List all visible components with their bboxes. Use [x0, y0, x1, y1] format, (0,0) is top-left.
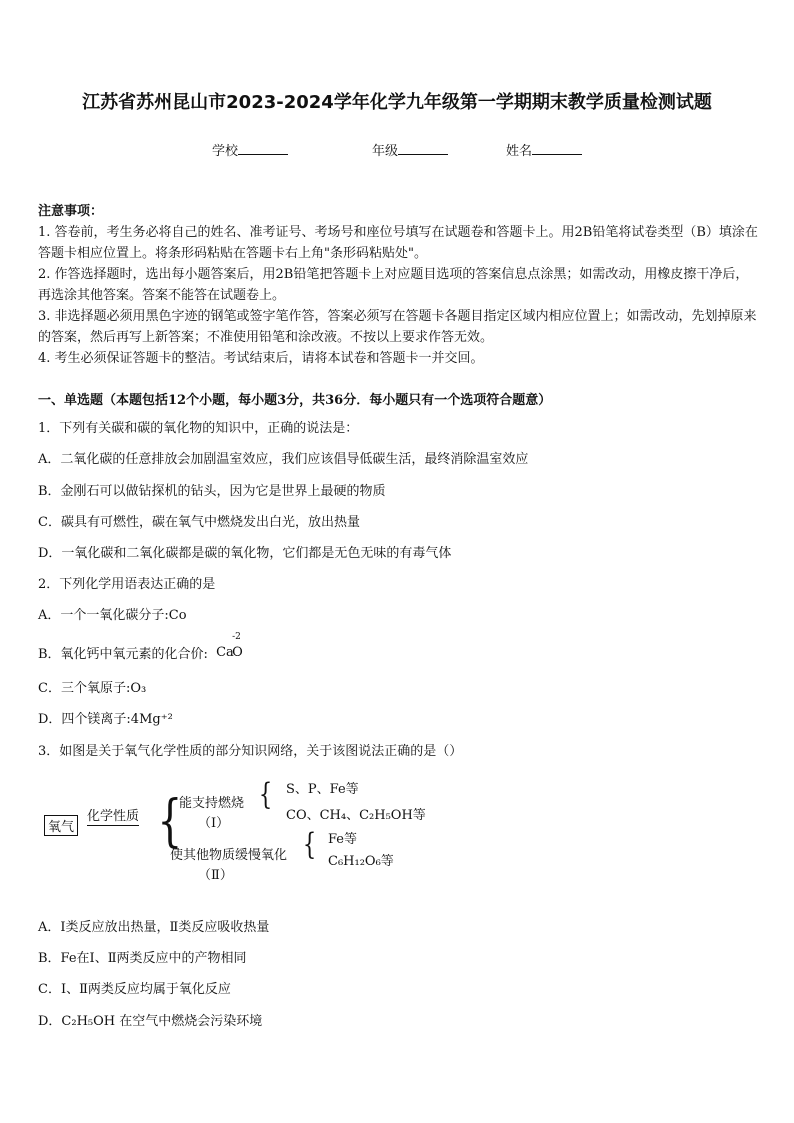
name-label: 姓名: [506, 144, 533, 159]
school-label: 学校: [212, 144, 239, 159]
main-brace: {: [157, 789, 183, 854]
school-blank: [238, 142, 288, 155]
grade-label: 年级: [372, 144, 399, 159]
q2-option-c: C．三个氧原子:O₃: [38, 681, 147, 696]
branch1-item-b: CO、CH₄、C₂H₅OH等: [286, 808, 426, 823]
property-label: 化学性质: [87, 805, 139, 826]
valence-mark: -2: [232, 632, 241, 642]
branch2-item-b: C₆H₁₂O₆等: [328, 854, 394, 869]
q3-option-d: D．C₂H₅OH 在空气中燃烧会污染环境: [38, 1014, 263, 1029]
q1-stem: 1．下列有关碳和碳的氧化物的知识中，正确的说法是：: [38, 421, 359, 436]
q3-option-a: A．Ⅰ类反应放出热量，Ⅱ类反应吸收热量: [38, 920, 270, 935]
q1-option-d: D．一氧化碳和二氧化碳都是碳的氧化物，它们都是无色无味的有毒气体: [38, 546, 452, 561]
q2-stem: 2．下列化学用语表达正确的是: [38, 577, 216, 592]
branch1-number: （Ⅰ）: [198, 816, 230, 831]
name-field: [506, 140, 582, 159]
grade-field: [372, 140, 448, 159]
oxygen-knowledge-network: [38, 768, 458, 888]
q3-option-c: C．Ⅰ、Ⅱ两类反应均属于氧化反应: [38, 982, 231, 997]
formula-o: O: [232, 645, 243, 660]
grade-blank: [398, 142, 448, 155]
branch2-number: （Ⅱ）: [198, 868, 233, 883]
name-blank: [532, 142, 582, 155]
branch1-brace: {: [258, 777, 273, 812]
q1-option-a: A．二氧化碳的任意排放会加剧温室效应，我们应该倡导低碳生活，最终消除温室效应: [38, 452, 529, 467]
branch2-label: 使其他物质缓慢氧化: [170, 848, 288, 863]
formula-ca: Ca: [216, 645, 234, 660]
q3-stem: 3．如图是关于氧气化学性质的部分知识网络，关于该图说法正确的是（）: [38, 744, 463, 759]
notice-item-3: 3. 非选择题必须用黑色字迹的钢笔或签字笔作答，答案必须写在答题卡各题目指定区域内相应位置上；如需改动，先划掉原来的答案，然后再写上新答案；不准使用铅笔和涂改液。不按以上要求作答无效。: [38, 309, 757, 345]
branch1-label: 能支持燃烧: [179, 796, 245, 811]
notice-item-1: 1. 答卷前，考生务必将自己的姓名、准考证号、考场号和座位号填写在试题卷和答题卡上。用2B铅笔将试卷类型（B）填涂在答题卡相应位置上。将条形码粘贴在答题卡右上角"条形码粘贴处"。: [38, 225, 758, 261]
q2-option-d: D．四个镁离子:4Mg⁺²: [38, 712, 173, 727]
q1-option-b: B．金刚石可以做钻探机的钻头，因为它是世界上最硬的物质: [38, 484, 386, 499]
section-heading: 一、单选题（本题包括12个小题，每小题3分，共36分．每小题只有一个选项符合题意）: [38, 393, 552, 408]
valence-formula: [212, 632, 246, 660]
notice-item-4: 4. 考生必须保证答题卡的整洁。考试结束后，请将本试卷和答题卡一并交回。: [38, 351, 484, 366]
branch2-item-a: Fe等: [328, 832, 358, 847]
page-title: 江苏省苏州昆山市2023-2024学年化学九年级第一学期期末教学质量检测试题: [82, 92, 712, 113]
q2-option-b-text: B．氧化钙中氧元素的化合价:: [38, 647, 208, 662]
branch1-item-a: S、P、Fe等: [286, 782, 359, 797]
oxygen-box: 氧气: [44, 815, 78, 836]
notice-item-2: 2. 作答选择题时，选出每小题答案后，用2B铅笔把答题卡上对应题目选项的答案信息点涂黑；如需改动，用橡皮擦干净后，再选涂其他答案。答案不能答在试题卷上。: [38, 267, 749, 303]
q3-option-b: B．Fe在Ⅰ、Ⅱ两类反应中的产物相同: [38, 951, 247, 966]
branch2-brace: {: [302, 827, 317, 862]
q1-option-c: C．碳具有可燃性，碳在氧气中燃烧发出白光，放出热量: [38, 515, 360, 530]
q2-option-b: [38, 632, 246, 662]
q2-option-a: A．一个一氧化碳分子:Co: [38, 608, 187, 623]
school-field: [212, 140, 288, 159]
notice-heading: 注意事项：: [38, 204, 104, 219]
